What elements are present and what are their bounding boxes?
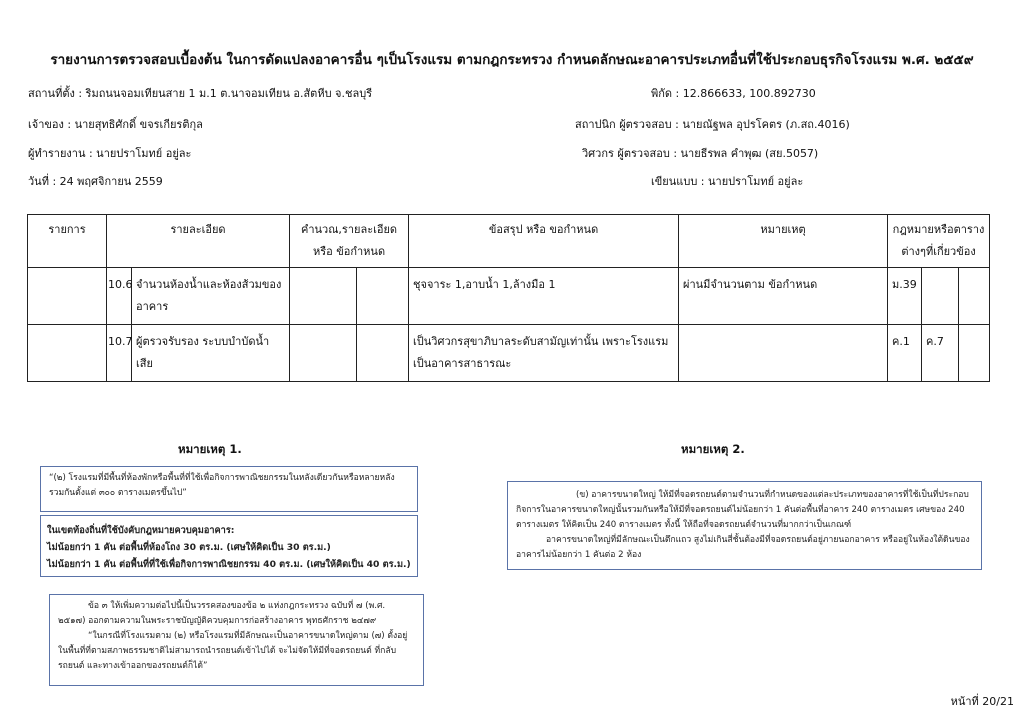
note-box-hotel-area — [40, 466, 418, 512]
note-box-ministerial-regulation — [49, 594, 424, 686]
table-cell — [357, 268, 409, 325]
row-remark: ผ่านมีจำนวนตาม ข้อกำหนด — [679, 268, 888, 325]
table-cell — [290, 268, 357, 325]
row-number: 10.6 — [107, 268, 132, 325]
table-row — [28, 268, 990, 325]
note-box-parking-rule — [40, 515, 418, 577]
row-law-1: ม.39 — [888, 268, 922, 325]
row-detail: จำนวนห้องน้ำและห้องส้วมของอาคาร — [132, 268, 290, 325]
note-2-title: หมายเหตุ 2. — [681, 442, 745, 456]
row-detail: ผู้ตรวจรับรอง ระบบบำบัดน้ำเสีย — [132, 325, 290, 382]
row-law-2 — [922, 268, 959, 325]
note-box-text: ข้อ ๓ ให้เพิ่มความต่อไปนี้เป็นวรรคสองของข้อ ๒ แห่งกฎกระทรวง ฉบับที่ ๗ (พ.ศ. ๒๕๑๗) ออกตามความในพระราชบัญญัติควบคุมการก่อสร้างอาคาร พุทธศักราช ๒๔๗๙ — [58, 601, 386, 626]
date-field: วันที่ : 24 พฤศจิกายน 2559 — [28, 175, 163, 188]
table-cell — [290, 325, 357, 382]
coordinates-field: พิกัด : 12.866633, 100.892730 — [651, 87, 816, 100]
table-cell — [28, 325, 107, 382]
table-cell — [28, 268, 107, 325]
header-remark: หมายเหตุ — [679, 215, 888, 268]
owner-field: เจ้าของ : นายสุทธิศักดิ์ ขจรเกียรติกุล — [28, 118, 203, 131]
page-number: หน้าที่ 20/21 — [950, 695, 1014, 708]
note-box-large-building — [507, 481, 982, 570]
architect-field: สถาปนิก ผู้ตรวจสอบ : นายณัฐพล อุปรโคตร (ภ.สถ.4016) — [575, 118, 850, 131]
header-calc: คำนวณ,รายละเอียด หรือ ข้อกำหนด — [290, 215, 409, 268]
note-box-text: (ข) อาคารขนาดใหญ่ ให้มีที่จอดรถยนต์ตามจำนวนที่กำหนดของแต่ละประเภทของอาคารที่ใช้เป็นที่ประกอบกิจการในอาคารขนาดใหญ่นั้นรวมกันหรือให้มีที่จอดรถยนต์ไม่น้อยกว่า 1 คันต่อพื้นที่อาคาร 240 ตารางเมตร เศษของ 240 ตารางเมตร ให้คิดเป็น 240 ตารางเมตร ทั้งนี้ ให้ถือที่จอดรถยนต์จำนวนที่มากกว่าเป็นเกณฑ์ — [516, 490, 969, 530]
row-summary: ชุจจาระ 1,อาบน้ำ 1,ล้างมือ 1 — [409, 268, 679, 325]
note-box-heading: ในเขตท้องถิ่นที่ใช้บังคับกฎหมายควบคุมอาคาร: — [47, 525, 235, 536]
engineer-field: วิศวกร ผู้ตรวจสอบ : นายธีรพล คำพุฒ (สย.5057) — [582, 147, 819, 160]
header-detail: รายละเอียด — [107, 215, 290, 268]
report-title: รายงานการตรวจสอบเบื้องต้น ในการดัดแปลงอาคารอื่น ๆเป็นโรงแรม ตามกฎกระทรวง กำหนดลักษณะอาคารประเภทอื่นที่ใช้ประกอบธุรกิจโรงแรม พ.ศ. ๒๕๕๙ — [50, 52, 974, 68]
row-remark — [679, 325, 888, 382]
location-field: สถานที่ตั้ง : ริมถนนจอมเทียนสาย 1 ม.1 ต.นาจอมเทียน อ.สัตหีบ จ.ชลบุรี — [28, 87, 373, 100]
inspection-table — [27, 214, 990, 382]
note-box-text: อาคารขนาดใหญ่ที่มีลักษณะเป็นตึกแถว สูงไม่เกินสี่ชั้นต้องมีที่จอดรถยนต์อยู่ภายนอกอาคาร หรืออยู่ในห้องใต้ดินของอาคารไม่น้อยกว่า 1 คันต่อ 2 ห้อง — [516, 535, 970, 560]
header-item: รายการ — [28, 215, 107, 268]
row-number: 10.7 — [107, 325, 132, 382]
table-row — [28, 325, 990, 382]
row-law-1: ค.1 — [888, 325, 922, 382]
header-law: กฎหมายหรือตาราง ต่างๆที่เกี่ยวข้อง — [888, 215, 990, 268]
note-box-line: ไม่น้อยกว่า 1 คัน ต่อพื้นที่ห้องโถง 30 ตร.ม. (เศษให้คิดเป็น 30 ตร.ม.) — [47, 542, 331, 553]
table-header-row — [28, 215, 990, 268]
row-law-2: ค.7 — [922, 325, 959, 382]
table-cell — [357, 325, 409, 382]
note-box-line: ไม่น้อยกว่า 1 คัน ต่อพื้นที่ที่ใช้เพื่อกิจการพาณิชยกรรม 40 ตร.ม. (เศษให้คิดเป็น 40 ตร.ม.) — [47, 559, 411, 570]
reporter-field: ผู้ทำรายงาน : นายปราโมทย์ อยู่ละ — [28, 147, 192, 160]
drafter-field: เขียนแบบ : นายปราโมทย์ อยู่ละ — [651, 175, 804, 188]
note-box-text: “(๒) โรงแรมที่มีพื้นที่ห้องพักหรือพื้นที่ที่ใช้เพื่อกิจการพาณิชยกรรมในหลังเดียวกันหรือหลายหลังรวมกันตั้งแต่ ๓๐๐ ตารางเมตรขึ้นไป” — [49, 473, 395, 498]
table-cell — [959, 325, 990, 382]
note-1-title: หมายเหตุ 1. — [178, 442, 242, 456]
note-box-text: “ในกรณีที่โรงแรมตาม (๒) หรือโรงแรมที่มีลักษณะเป็นอาคารขนาดใหญ่ตาม (๗) ตั้งอยู่ในพื้นที่ที่ตามสภาพธรรมชาติไม่สามารถนำรถยนต์เข้าไปได้ จะไม่จัดให้มีที่จอดรถยนต์ ที่กลับรถยนต์ และทางเข้าออกของรถยนต์ก็ได้” — [58, 631, 408, 671]
row-summary: เป็นวิศวกรสุขาภิบาลระดับสามัญเท่านั้น เพราะโรงแรมเป็นอาคารสาธารณะ — [409, 325, 679, 382]
header-summary: ข้อสรุป หรือ ขอกำหนด — [409, 215, 679, 268]
table-cell — [959, 268, 990, 325]
